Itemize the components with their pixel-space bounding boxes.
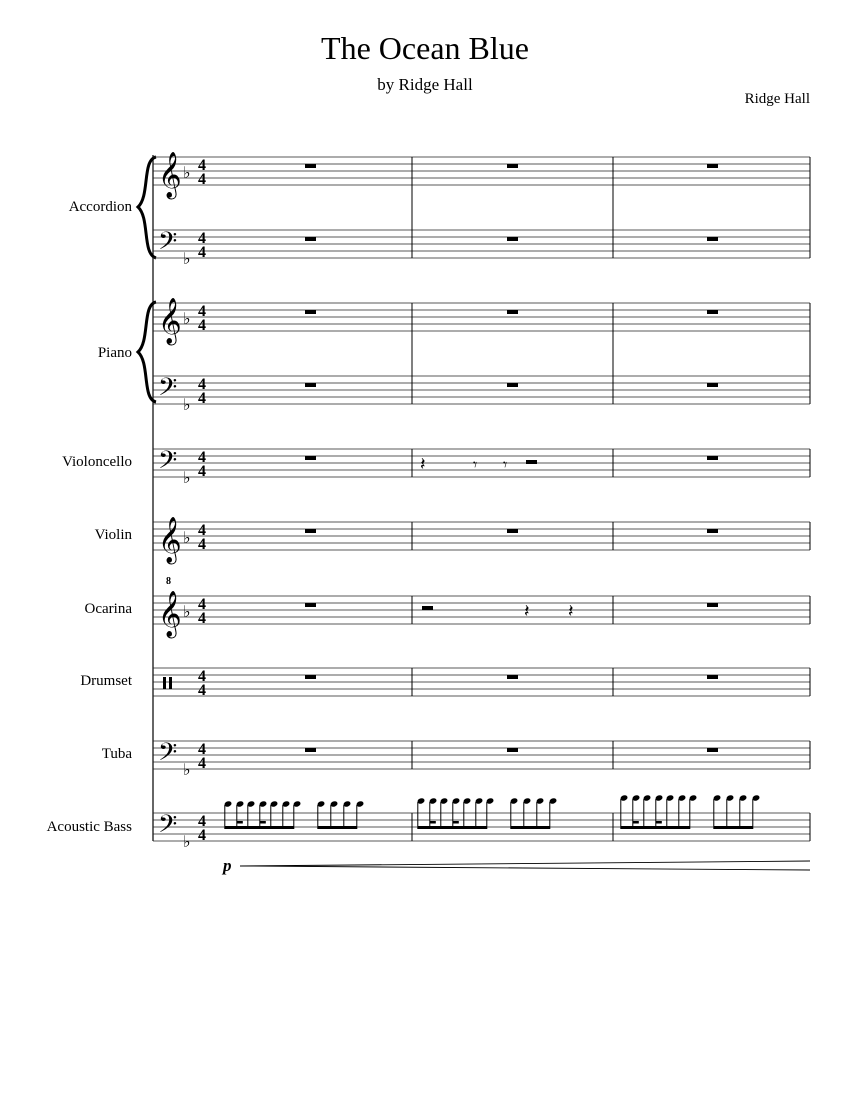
instrument-label-tuba: Tuba — [101, 746, 132, 762]
whole-rests — [305, 164, 718, 752]
svg-text:4: 4 — [198, 755, 206, 772]
svg-text:4: 4 — [198, 813, 206, 830]
beam — [714, 826, 753, 829]
beam — [318, 826, 357, 829]
svg-text:♭: ♭ — [183, 832, 191, 851]
beam — [511, 826, 550, 829]
svg-text:4: 4 — [198, 463, 206, 480]
composer-name: Ridge Hall — [744, 91, 810, 107]
beam — [225, 826, 294, 829]
svg-text:4: 4 — [198, 827, 206, 844]
secondary-beam — [656, 821, 662, 824]
svg-text:𝄽: 𝄽 — [420, 454, 426, 475]
treble-clef-icon: 𝄞 — [158, 591, 182, 637]
svg-text:𝄽: 𝄽 — [568, 601, 574, 622]
percussion-clef-icon — [163, 677, 166, 689]
svg-text:♭: ♭ — [183, 760, 191, 779]
svg-text:♭: ♭ — [183, 249, 191, 268]
score-title: The Ocean Blue — [321, 30, 529, 66]
beam — [418, 826, 487, 829]
svg-text:4: 4 — [198, 682, 206, 699]
svg-text:𝄽: 𝄽 — [524, 601, 530, 622]
bass-clef-icon: 𝄢 — [158, 446, 178, 481]
svg-text:♭: ♭ — [183, 395, 191, 414]
score-subtitle: by Ridge Hall — [377, 75, 473, 94]
instrument-label-violoncello: Violoncello — [62, 454, 132, 470]
ocarina-measure-2-rests — [422, 601, 574, 622]
bass-clef-icon: 𝄢 — [158, 738, 178, 773]
bass-clef-icon: 𝄢 — [158, 373, 178, 408]
secondary-beam — [430, 821, 436, 824]
dynamic-marking: p — [223, 856, 232, 875]
svg-text:𝄾: 𝄾 — [473, 455, 478, 474]
staff-lines — [153, 157, 810, 841]
ottava-mark: 8 — [166, 576, 171, 587]
secondary-beam — [633, 821, 639, 824]
instrument-label-ocarina: Ocarina — [84, 601, 132, 617]
dynamic-line-lower — [240, 866, 810, 870]
svg-text:4: 4 — [198, 230, 206, 247]
instrument-label-acoustic-bass: Acoustic Bass — [46, 819, 132, 835]
svg-text:♭: ♭ — [183, 163, 191, 182]
instrument-label-piano: Piano — [97, 345, 132, 361]
svg-text:4: 4 — [198, 317, 206, 334]
treble-clef-icon: 𝄞 — [158, 152, 182, 198]
svg-text:♭: ♭ — [183, 602, 191, 621]
acoustic-bass-notes — [224, 794, 761, 829]
svg-text:♭: ♭ — [183, 528, 191, 547]
svg-text:4: 4 — [198, 610, 206, 627]
svg-text:4: 4 — [198, 741, 206, 758]
svg-text:♭: ♭ — [183, 468, 191, 487]
svg-text:4: 4 — [198, 522, 206, 539]
dynamic-line-upper — [240, 861, 810, 866]
secondary-beam — [260, 821, 266, 824]
svg-text:4: 4 — [198, 376, 206, 393]
barlines — [412, 157, 810, 841]
svg-text:4: 4 — [198, 171, 206, 188]
time-signatures — [198, 157, 206, 844]
treble-clef-icon: 𝄞 — [158, 298, 182, 344]
instrument-label-violin: Violin — [94, 527, 132, 543]
svg-text:4: 4 — [198, 596, 206, 613]
svg-text:4: 4 — [198, 303, 206, 320]
bass-clef-icon: 𝄢 — [158, 227, 178, 262]
svg-text:4: 4 — [198, 668, 206, 685]
svg-text:4: 4 — [198, 390, 206, 407]
svg-text:4: 4 — [198, 449, 206, 466]
svg-text:4: 4 — [198, 157, 206, 174]
violoncello-measure-2-rests — [420, 454, 537, 475]
secondary-beam — [237, 821, 243, 824]
svg-text:𝄾: 𝄾 — [503, 455, 508, 474]
svg-text:♭: ♭ — [183, 309, 191, 328]
beam — [621, 826, 690, 829]
secondary-beam — [453, 821, 459, 824]
svg-text:4: 4 — [198, 536, 206, 553]
svg-text:4: 4 — [198, 244, 206, 261]
bass-clef-icon: 𝄢 — [158, 810, 178, 845]
instrument-label-drumset: Drumset — [80, 673, 132, 689]
instrument-label-accordion: Accordion — [68, 199, 132, 215]
treble-clef-icon: 𝄞 — [158, 517, 182, 563]
